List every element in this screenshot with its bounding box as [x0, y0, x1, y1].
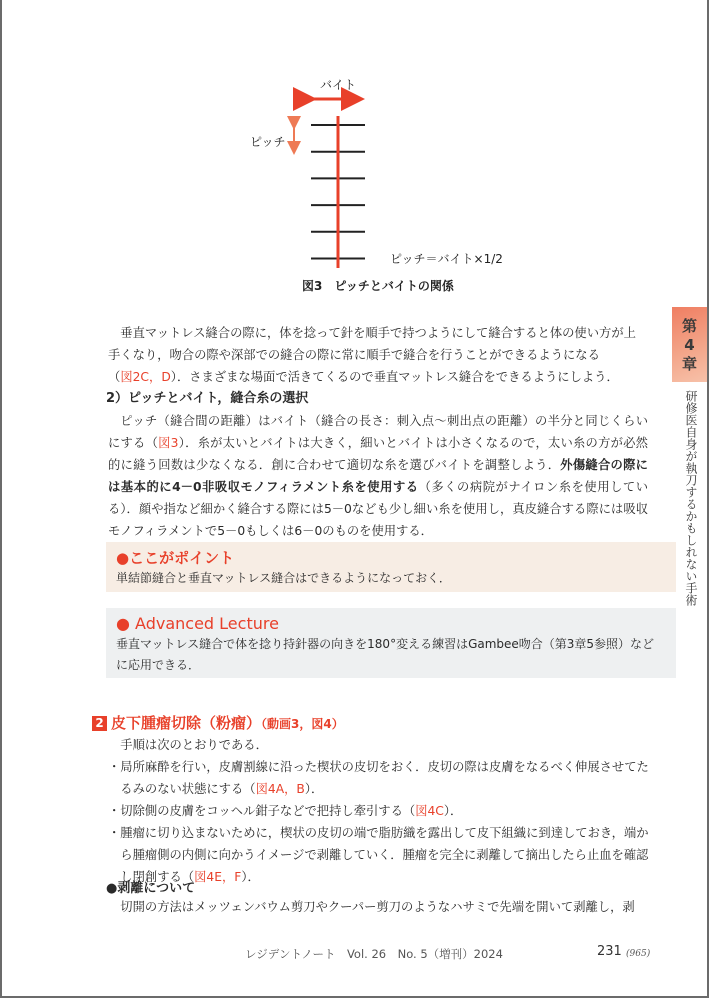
chapter-tab[interactable] [672, 307, 707, 382]
page-number: 231 [597, 944, 622, 959]
section-number-badge: 2 [92, 716, 107, 731]
formula-label: ピッチ＝バイト×1/2 [390, 252, 503, 266]
bullet-item [108, 800, 653, 822]
section-intro: 手順は次のとおりである． [120, 738, 268, 752]
chapter-side-title: 研修医自身が執刀するかもしれない手術 [684, 390, 698, 606]
figure-ref-3[interactable]: 図3 [158, 436, 179, 450]
figure-ref-4ef[interactable]: 図4E，F [194, 870, 242, 884]
para1-line3 [108, 366, 648, 388]
chapter-char: 章 [681, 355, 697, 373]
bullet-end: ）． [304, 782, 324, 796]
bite-label: バイト [320, 78, 357, 92]
bullet-text: ・腫瘤に切り込まないために，楔状の皮切の端で脂肪織を露出して皮下組織に到達しておき，端から腫瘤側の内側に向かうイメージで剥離していく．腫瘤を完全に剥離して摘出したら止血を確認し閉創する（ [108, 826, 649, 884]
pitch-label: ピッチ [250, 135, 286, 149]
figure-3 [232, 60, 552, 305]
paren: （ [108, 370, 121, 384]
chapter-label [672, 317, 707, 374]
section-2-heading [92, 712, 344, 733]
bullet-text: ・局所麻酔を行い，皮膚割線に沿った楔状の皮切をおく．皮切の際は皮膚をなるべく伸展させてたるみのない状態にする（ [108, 760, 649, 796]
bullet-text: ・切除側の皮膚をコッヘル鉗子などで把持し牽引する（ [108, 804, 416, 818]
figure-ref-4ab[interactable]: 図4A，B [255, 782, 305, 796]
para1-line1: 垂直マットレス縫合の際に，体を捻って針を順手で持つようにして縫合すると体の使い方が上 [120, 326, 636, 340]
point-box-title: ●ここがポイント [116, 549, 235, 567]
bullet-end: ）． [241, 870, 260, 884]
para2-bold: 外傷縫合の際には基本的に4－0非吸収モノフィラメント糸を使用する [108, 458, 648, 494]
pitch-bite-diagram [232, 60, 552, 270]
para2-text-1: ピッチ（縫合間の距離）はバイト（縫合の長さ：刺入点〜刺出点の距離）の半分と同じくらい [120, 414, 648, 428]
para1-line3-text: ）．さまざまな場面で活きてくるので垂直マットレス縫合をできるようにしよう． [170, 370, 619, 384]
bullet-end: ）． [443, 804, 463, 818]
figure-ref-4c[interactable]: 図4C [415, 804, 444, 818]
para2-text-4: （多くの病院がナイロン糸を使用している）．顔や指など細かく縫合する際には5－0なども少し細い糸を使用し，真皮縫合する際には吸収モノフィラメントで5－0もしくは6－0のものを使用する． [108, 480, 649, 538]
advanced-lecture-box [106, 608, 676, 678]
footer-journal: レジデントノート Vol. 26 No. 5（増刊）2024 [245, 947, 503, 961]
advanced-lecture-title: ● Advanced Lecture [116, 614, 279, 633]
advanced-lecture-text: 垂直マットレス縫合で体を捻り持針器の向きを180°変える練習はGambee吻合（第3章5参照）などに応用できる． [116, 637, 655, 672]
para2-text-2: にする（ [108, 436, 159, 450]
section-ref[interactable]: （動画3，図4） [261, 717, 344, 731]
peeling-subheading: ●剥離について [106, 881, 196, 896]
figure-caption: 図3 ピッチとバイトの関係 [302, 279, 454, 293]
bullet-item [108, 756, 653, 800]
paragraph-1 [108, 322, 648, 388]
figure-ref-2cd[interactable]: 図2C，D [120, 370, 171, 384]
chapter-char: 4 [684, 336, 695, 354]
paragraph-2 [108, 410, 648, 542]
subsection-heading: 2）ピッチとバイト，縫合糸の選択 [106, 391, 309, 406]
original-page-number: (965) [626, 949, 651, 959]
section-2-body [108, 734, 653, 888]
point-box [106, 542, 676, 592]
chapter-char: 第 [681, 317, 697, 335]
para1-line2: 手くなり，吻合の際や深部での縫合の際に常に順手で縫合を行うことができるようになる [108, 348, 600, 362]
peeling-text: 切開の方法はメッツェンバウム剪刀やクーパー剪刀のようなハサミで先端を開いて剥離し，剥 [120, 900, 635, 914]
point-box-text: 単結節縫合と垂直マットレス縫合はできるようになっておく． [116, 571, 451, 585]
section-title: 皮下腫瘤切除（粉瘤） [111, 714, 262, 732]
para2-text-3: ）．糸が太いとバイトは大きく，細いとバイトは小さくなるので，太い糸の方が必然的に縫う回数は少なくなる．創に合わせて適切な糸を選びバイトを調整しよう． [108, 436, 648, 472]
